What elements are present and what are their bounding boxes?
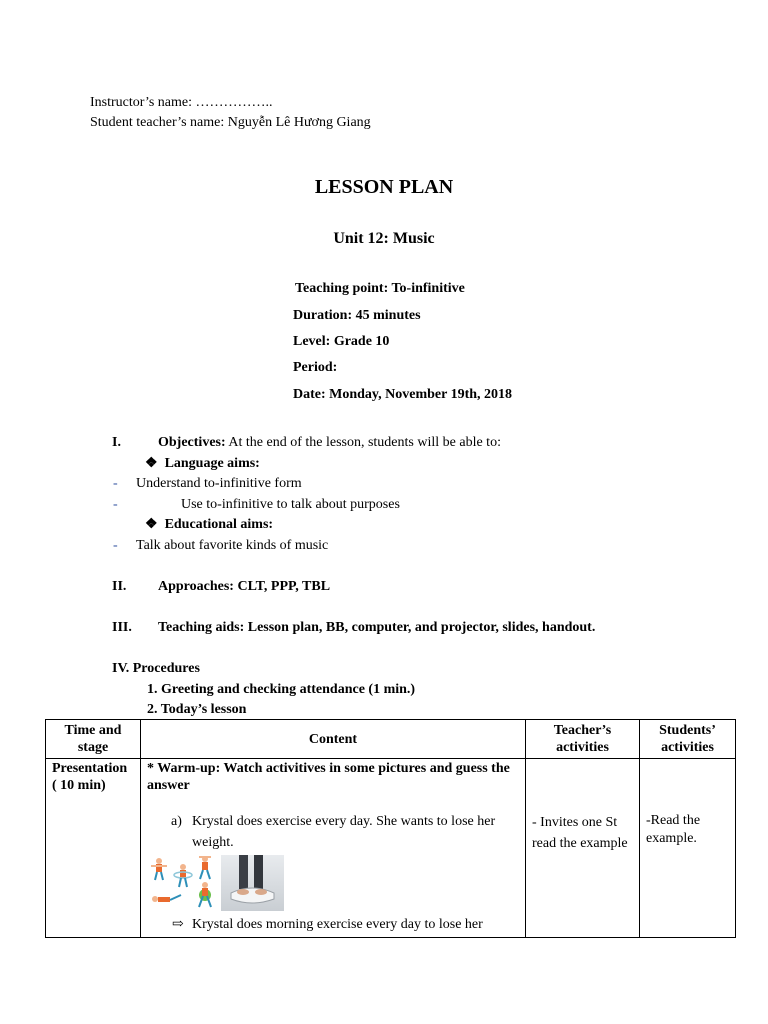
procedure-step: 2. Today’s lesson [147,702,247,717]
teaching-aids-text: Teaching aids: Lesson plan, BB, computer, and projector, slides, handout. [158,620,596,635]
page-title: LESSON PLAN [314,176,454,198]
header-students-activities: Students’ activities [640,720,736,759]
table-row [46,759,736,938]
language-aims-label: Language aims: [164,456,260,471]
objectives-line [158,434,501,452]
language-aim-item: Use to-infinitive to talk about purposes [181,497,400,512]
instructor-name: Instructor’s name: …………….. [90,95,273,110]
header-content: Content [141,720,526,759]
answer-line [147,914,519,935]
scale-photo-image [221,855,284,917]
dash-bullet: - [113,476,118,491]
student-teacher-name: Student teacher’s name: Nguyễn Lê Hương Giang [90,115,371,130]
diamond-bullet-icon: ❖ [145,456,158,471]
teaching-aids-numeral: III. [112,620,132,635]
language-aims-heading [145,455,260,473]
objectives-text: At the end of the lesson, students will be able to: [228,435,501,450]
procedure-step: 1. Greeting and checking attendance (1 min.) [147,682,416,697]
language-aim-item: Understand to-infinitive form [136,476,302,491]
exercise-illustration-image [147,855,221,917]
objectives-numeral: I. [112,435,121,450]
procedures-heading: IV. Procedures [112,661,200,676]
header-teacher-activities: Teacher’s activities [526,720,640,759]
approaches-numeral: II. [112,579,127,594]
lesson-table [45,719,736,938]
teacher-activity-cell: - Invites one St read the example [526,759,640,938]
content-cell [141,759,526,938]
diamond-bullet-icon: ❖ [145,517,158,532]
approaches-text: Approaches: CLT, PPP, TBL [158,579,331,594]
educational-aim-item: Talk about favorite kinds of music [136,538,329,553]
arrow-icon: ⇨ [172,917,184,932]
header-time-stage: Time and stage [46,720,141,759]
item-marker: a) [171,814,182,829]
date: Date: Monday, November 19th, 2018 [293,387,513,402]
dash-bullet: - [113,538,118,553]
example-text: Krystal does exercise every day. She wants to lose her weight. [192,814,496,850]
answer-text: Krystal does morning exercise every day to lose her [192,917,483,932]
stage-cell: Presentation ( 10 min) [46,759,141,938]
duration: Duration: 45 minutes [293,308,421,323]
educational-aims-heading [145,516,273,534]
warmup-instruction: * Warm-up: Watch activitives in some pictures and guess the answer [147,761,510,793]
objectives-label: Objectives: [158,435,226,450]
unit-title: Unit 12: Music [333,230,435,247]
exercise-pictures [147,855,519,911]
teaching-point: Teaching point: To-infinitive [295,281,465,296]
period: Period: [293,360,338,375]
example-item [147,811,519,853]
table-header-row [46,720,736,759]
student-activity-cell: -Read the example. [640,759,736,938]
educational-aims-label: Educational aims: [164,517,274,532]
level: Level: Grade 10 [293,334,390,349]
dash-bullet: - [113,497,118,512]
